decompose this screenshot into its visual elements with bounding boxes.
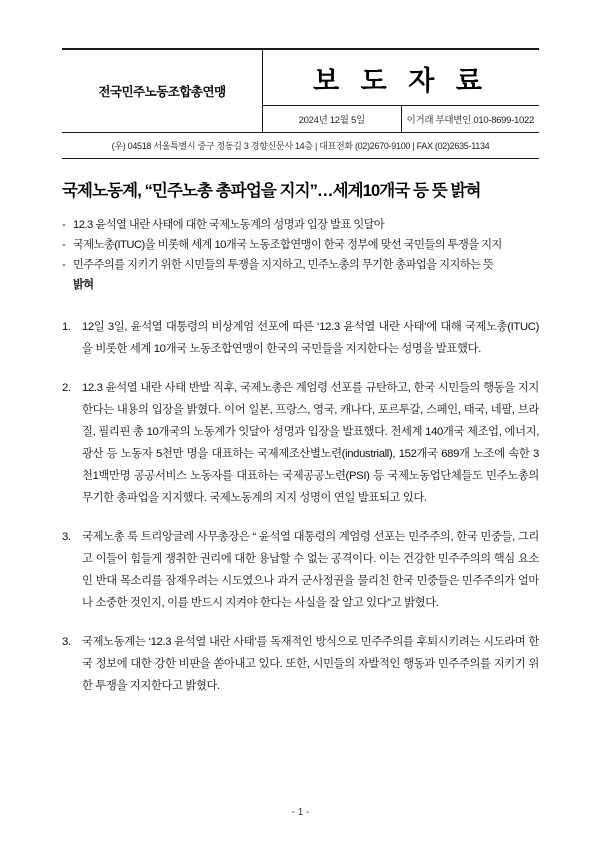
organization-address: (우) 04518 서울특별시 중구 정동길 3 경향신문사 14층 | 대표전화 (02)2670-9100 | FAX (02)2635-1134 <box>111 141 490 151</box>
paragraph-text: 12일 3일, 윤석열 대통령의 비상계엄 선포에 따른 ‘12.3 윤석열 내란 사태’에 대해 국제노총(ITUC)을 비롯한 세계 10개국 노동조합연맹이 한국의 국민들을 지지한다는 성명을 발표했다. <box>82 321 539 356</box>
bullet-text: 국제노총(ITUC)을 비롯해 세계 10개국 노동조합연맹이 한국 정부에 맞선 국민들의 투쟁을 지지 <box>73 239 502 252</box>
paragraph-number: 1. <box>62 321 71 334</box>
organization-name: 전국민주노동조합총연맹 <box>98 85 226 99</box>
document-type-title: 보 도 자 료 <box>263 50 539 106</box>
letterhead <box>62 48 539 159</box>
paragraph-number: 3. <box>62 531 71 544</box>
list-item <box>62 236 539 256</box>
paragraph <box>62 526 539 614</box>
letterhead-right <box>262 50 539 132</box>
paragraph <box>62 631 539 697</box>
dash-icon: - <box>62 259 66 272</box>
document-contact: 이거래 부대변인 010-8699-1022 <box>401 106 540 132</box>
list-item <box>62 256 539 276</box>
paragraph-number: 3. <box>62 636 71 649</box>
paragraph-number: 2. <box>62 382 71 395</box>
bullet-text: 12.3 윤석열 내란 사태에 대한 국제노동계의 성명과 입장 발표 잇달아 <box>73 219 385 232</box>
bullet-text: 민주주의를 지키기 위한 시민들의 투쟁을 지지하고, 민주노총의 무기한 총파업을 지지하는 뜻 <box>73 259 494 272</box>
body-content <box>62 316 539 697</box>
summary-bullets <box>62 216 539 296</box>
dash-icon: - <box>62 219 66 232</box>
list-item <box>62 216 539 236</box>
page-footer: - 1 - <box>291 807 310 818</box>
page-title: 국제노동계, “민주노총 총파업을 지지”…세계10개국 등 뜻 밝혀 <box>62 182 481 200</box>
paragraph-text: 국제노총 룩 트리앙글레 사무총장은 “ 윤석열 대통령의 계엄령 선포는 민주주의, 한국 민중들, 그리고 이들이 힘들게 쟁취한 권리에 대한 용납할 수 없는 공격이다. 이는 건강한 민주주의의 핵심 요소인 반대 목소리를 잠재우려는 시도였으나 과거 군사정권을 물리친 한국 민중들은 민주주의가 얼마나 소중한 것인지, 이를 반드시 지켜야 한다는 사실을 잘 알고 있다”고 밝혔다. <box>82 531 539 610</box>
paragraph-text: 국제노동계는 ‘12.3 윤석열 내란 사태’를 독재적인 방식으로 민주주의를 후퇴시키려는 시도라며 한국 정보에 대한 강한 비판을 쏟아내고 있다. 또한, 시민들의 자발적인 행동과 민주주의를 지키기 위한 투쟁을 지지한다고 밝혔다. <box>82 636 539 693</box>
letterhead-top <box>62 50 539 133</box>
paragraph-text: 12.3 윤석열 내란 사태 반발 직후, 국제노총은 계엄령 선포를 규탄하고, 한국 시민들의 행동을 지지한다는 내용의 입장을 밝혔다. 이어 일본, 프랑스, 영국, 캐나다, 포르투갈, 스페인, 태국, 네팔, 브라질, 필리핀 총 10개국의 노동계가 잇달아 성명과 입장을 발표했다. 전세계 140개국 제조업, 에너지, 광산 등 노동자 5천만 명을 대표하는 국제제조산별노련(industriall), 152개국 689개 노조에 속한 3천1백만명 공공서비스 노동자를 대표하는 국제공공노련(PSI) 등 국제노동업단체들도 민주노총의 무기한 총파업을 지지했다. 국제노동계의 지지 성명이 연일 발표되고 있다. <box>82 382 539 505</box>
letterhead-meta <box>263 106 539 132</box>
document-date: 2024년 12월 5일 <box>298 115 365 126</box>
bullet-continuation: 밝혀 <box>73 279 94 292</box>
dash-icon: - <box>62 239 66 252</box>
paragraph <box>62 377 539 509</box>
paragraph <box>62 316 539 360</box>
